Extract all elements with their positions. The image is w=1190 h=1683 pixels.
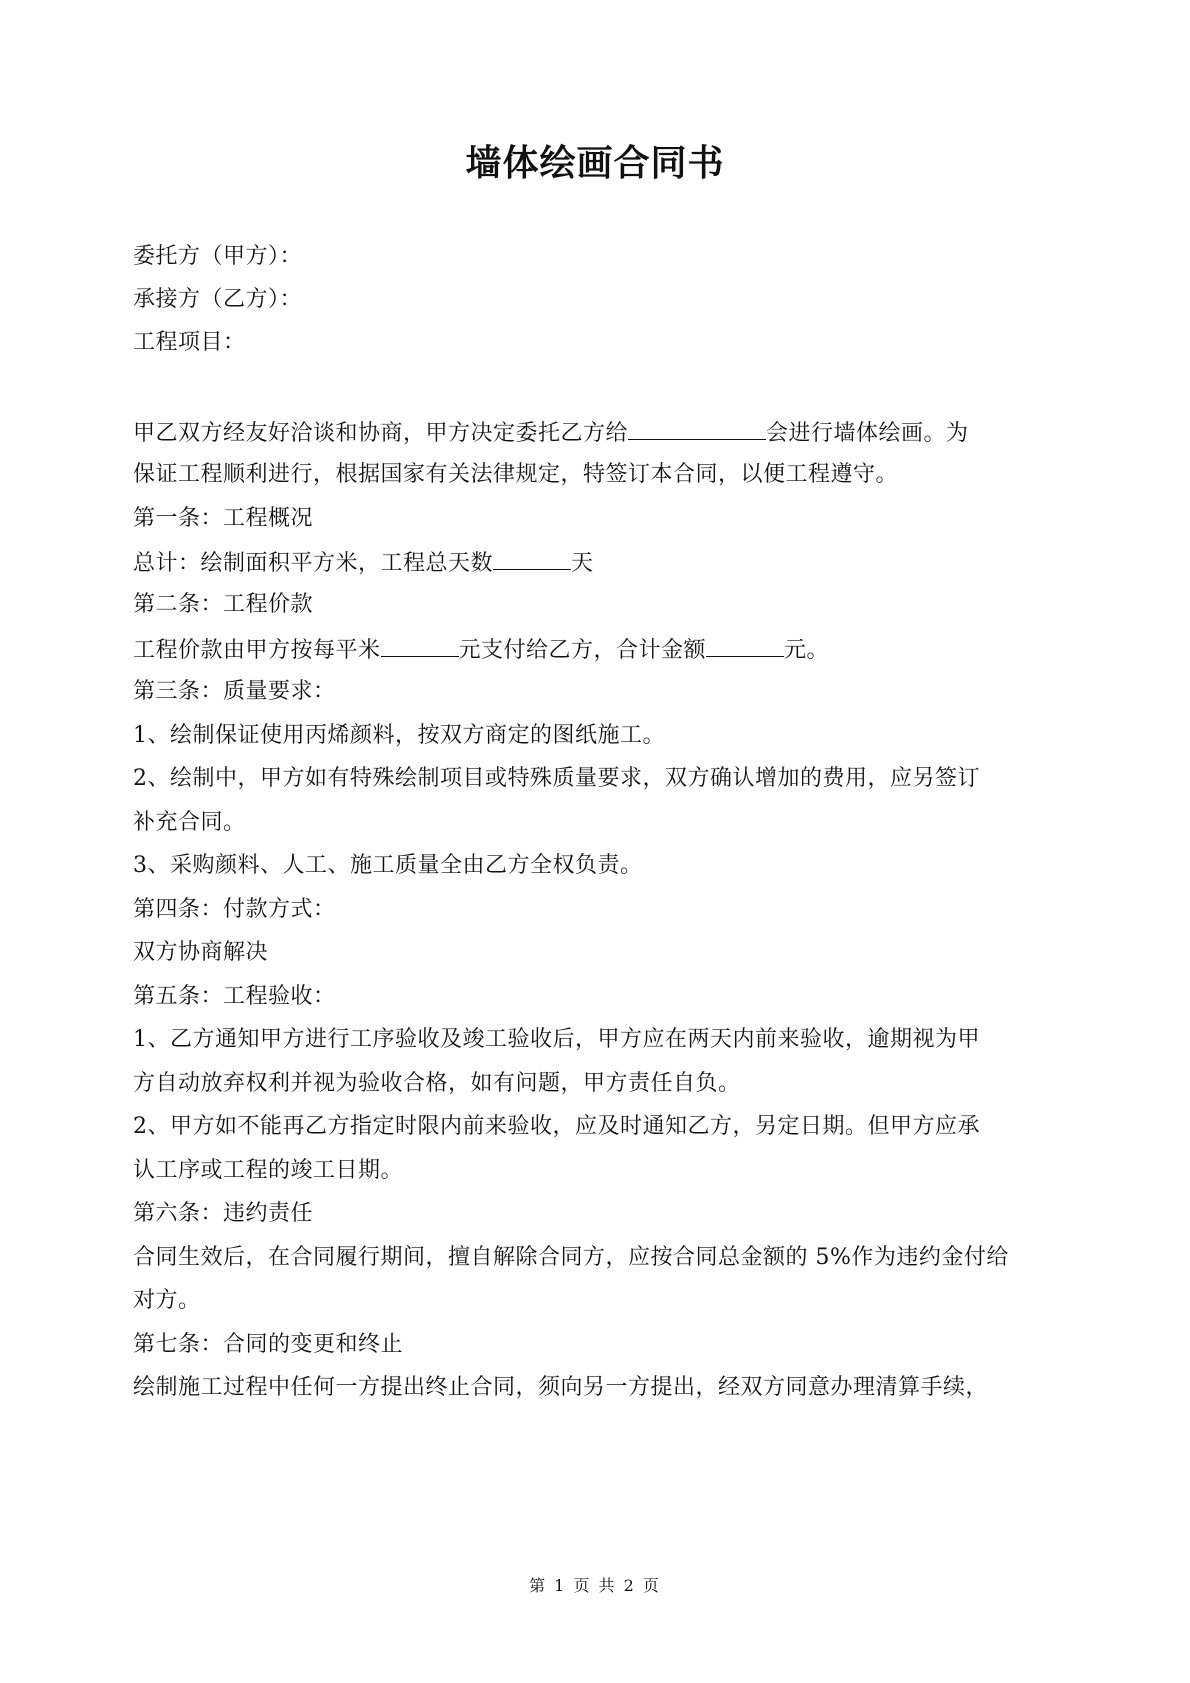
party-a-label: 委托方（甲方）： [133,244,303,269]
blank-field-days [493,547,571,570]
document-title: 墙体绘画合同书 [465,142,725,184]
article-1-text-pre: 总计：绘制面积平方米，工程总天数 [133,551,494,576]
blank-field-total-amount [706,634,784,657]
article-3-heading: 第三条：质量要求： [133,679,336,704]
intro-line-2: 保证工程顺利进行，根据国家有关法律规定，特签订本合同，以便工程遵守。 [133,462,899,487]
article-5-item-2-line-2: 认工序或工程的竣工日期。 [133,1158,404,1183]
article-6-body-line-1: 合同生效后，在合同履行期间，擅自解除合同方，应按合同总金额的 5%作为违约金付给 [133,1245,1009,1270]
article-7-heading: 第七条：合同的变更和终止 [133,1332,404,1357]
article-4-heading: 第四条：付款方式： [133,897,336,922]
article-1-heading: 第一条：工程概况 [133,506,314,531]
article-5-item-1-line-2: 方自动放弃权利并视为验收合格，如有问题，甲方责任自负。 [133,1071,741,1096]
blank-field-unit-price [381,634,459,657]
article-6-heading: 第六条：违约责任 [133,1201,314,1226]
article-4-body: 双方协商解决 [133,940,269,965]
intro-line-1 [133,417,983,449]
article-2-body [133,634,983,666]
article-7-body-line-1: 绘制施工过程中任何一方提出终止合同，须向另一方提出，经双方同意办理清算手续， [133,1375,989,1400]
intro-text-pre: 甲乙双方经友好洽谈和协商，甲方决定委托乙方给 [133,421,629,446]
article-5-item-1-line-1: 1、乙方通知甲方进行工序验收及竣工验收后，甲方应在两天内前来验收，逾期视为甲 [133,1027,980,1052]
article-6-body-line-2: 对方。 [133,1288,201,1313]
article-3-item-2-line-2: 补充合同。 [133,810,246,835]
page-footer: 第 1 页 共 2 页 [529,1576,661,1595]
article-5-heading: 第五条：工程验收： [133,984,336,1009]
party-b-label: 承接方（乙方）： [133,287,303,312]
article-3-item-3: 3、采购颜料、人工、施工质量全由乙方全权负责。 [133,853,643,878]
article-2-heading: 第二条：工程价款 [133,592,314,617]
article-1-text-post: 天 [571,551,594,576]
project-label: 工程项目： [133,330,246,355]
article-1-body [133,547,983,579]
article-2-text-a: 工程价款由甲方按每平米 [133,638,381,663]
blank-field-location [628,417,766,440]
intro-text-post: 会进行墙体绘画。为 [766,421,969,446]
article-3-item-1: 1、绘制保证使用丙烯颜料，按双方商定的图纸施工。 [133,723,665,748]
article-3-item-2-line-1: 2、绘制中，甲方如有特殊绘制项目或特殊质量要求，双方确认增加的费用，应另签订 [133,766,980,791]
article-5-item-2-line-1: 2、甲方如不能再乙方指定时限内前来验收，应及时通知乙方，另定日期。但甲方应承 [133,1114,980,1139]
article-2-text-b: 元支付给乙方，合计金额 [458,638,707,663]
article-2-text-c: 元。 [784,638,830,663]
